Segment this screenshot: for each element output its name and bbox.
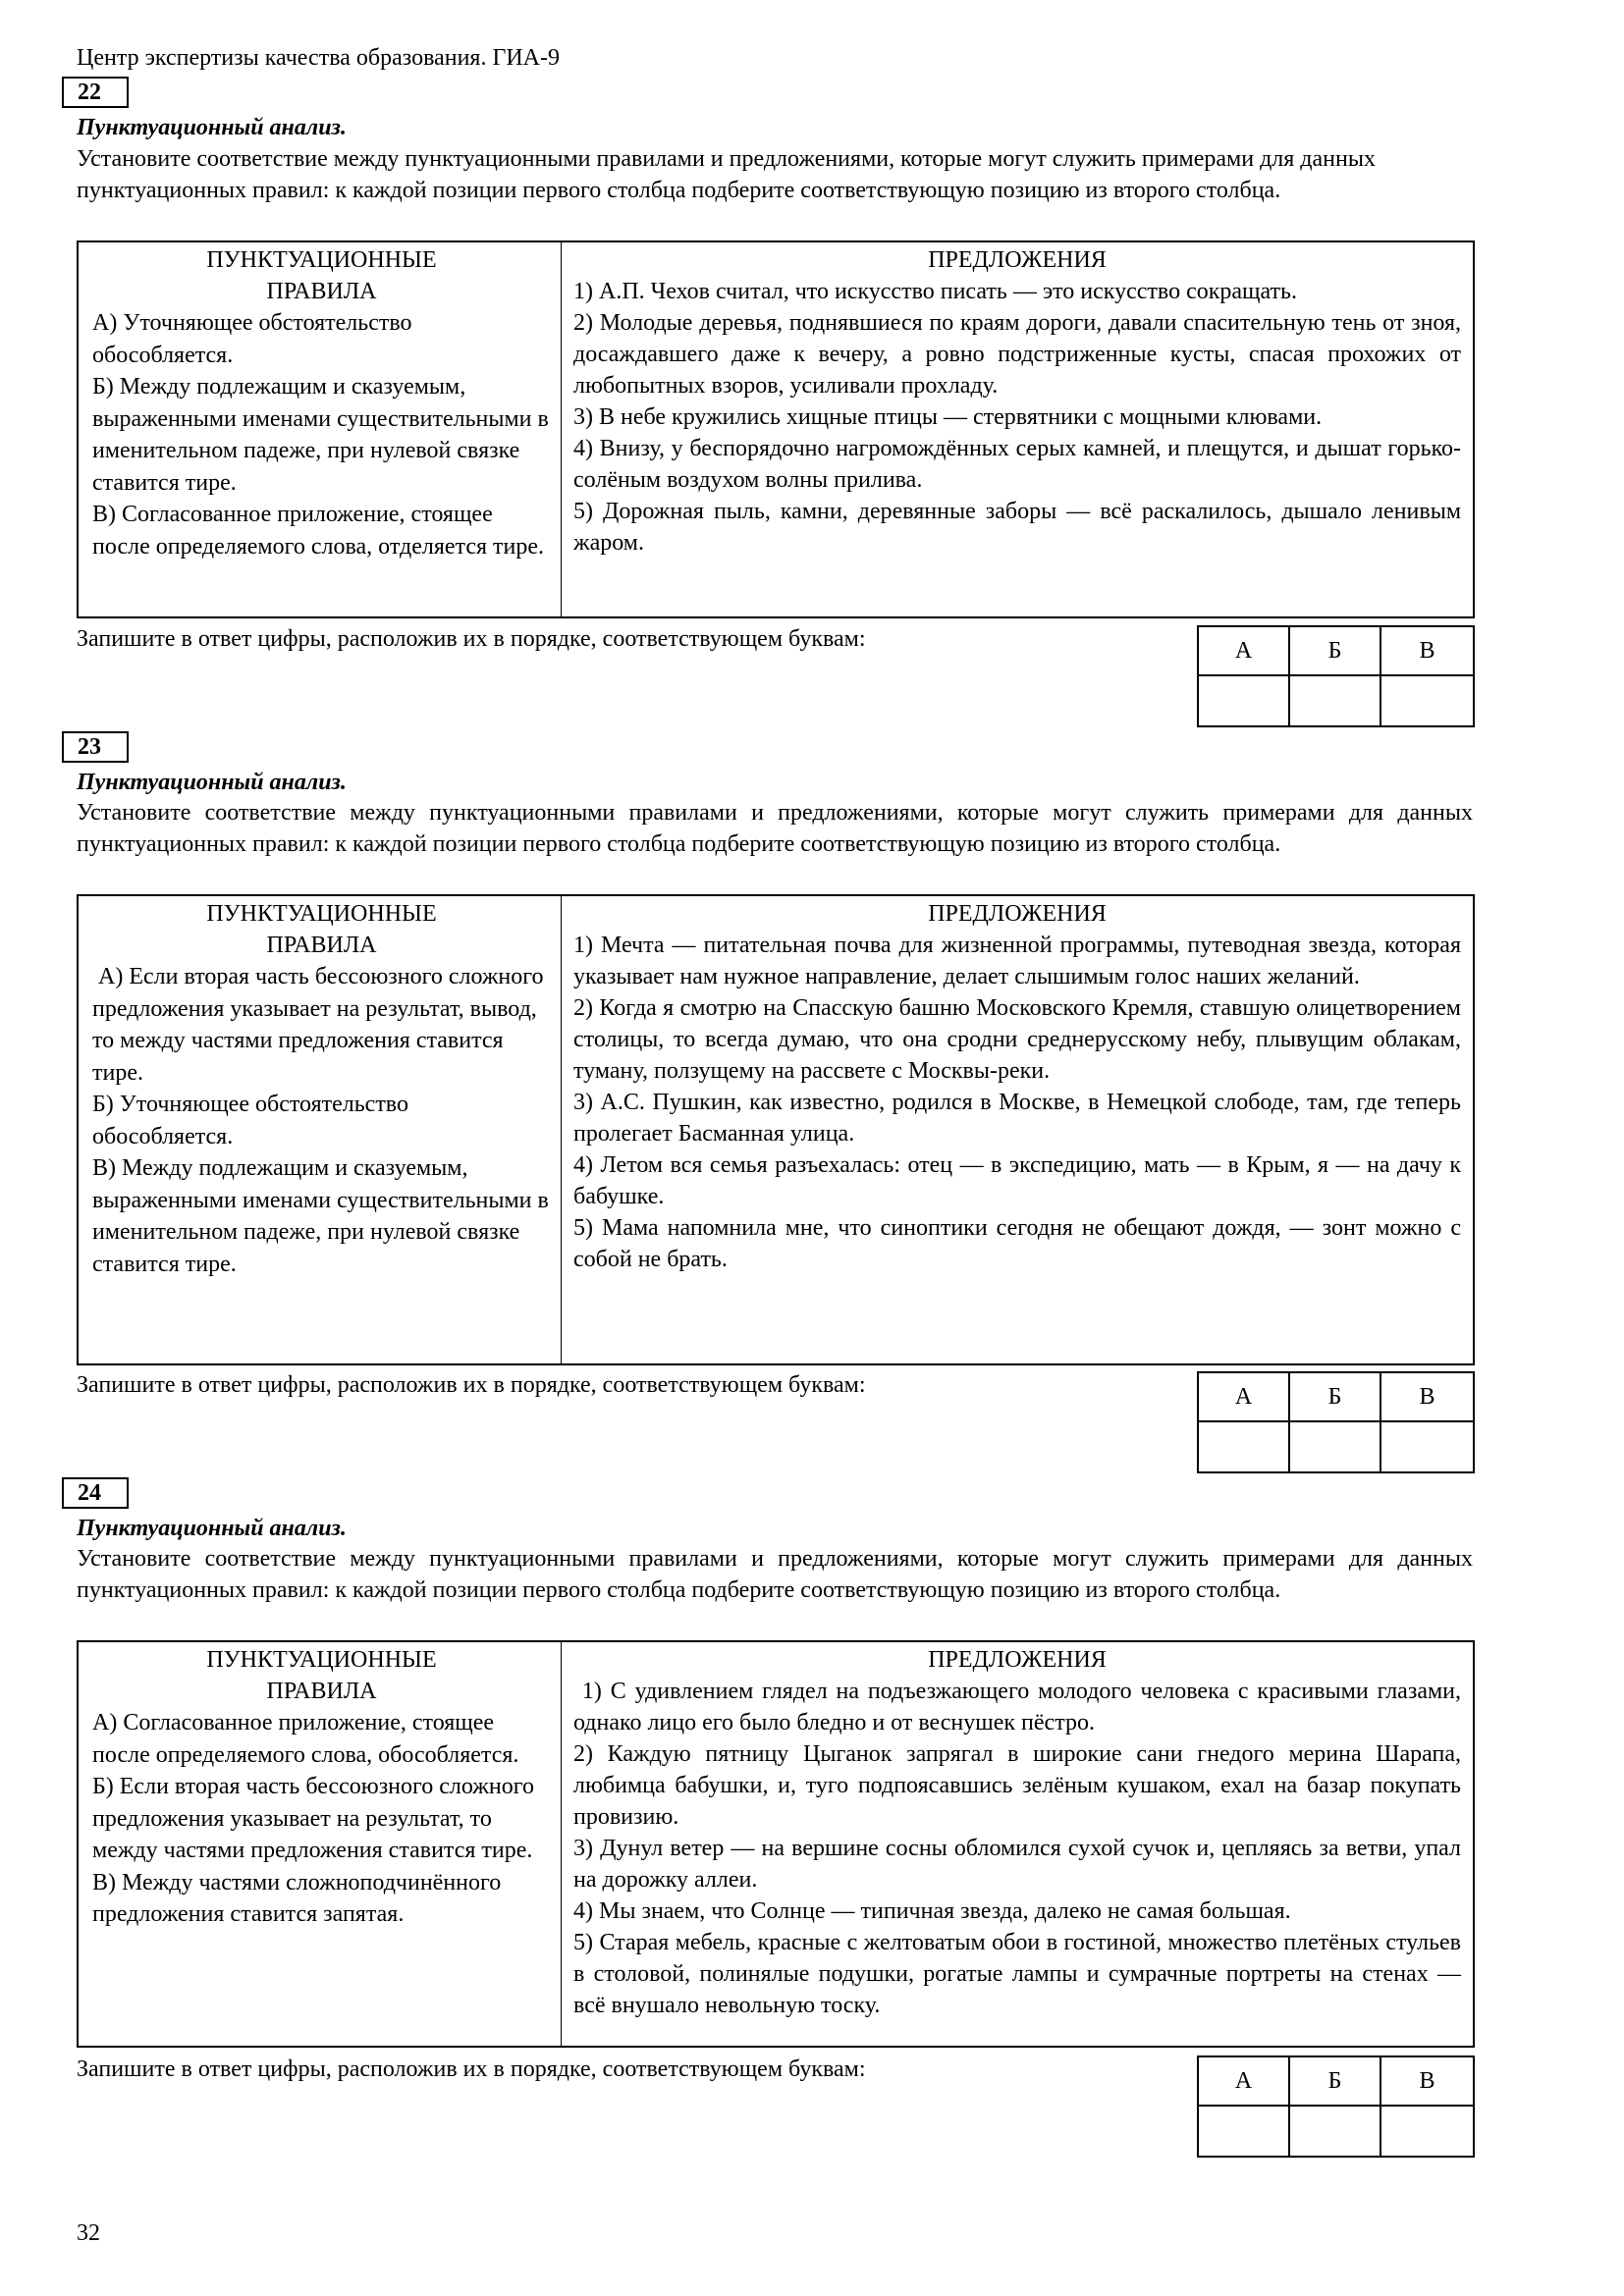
sentence-item: 2) Когда я смотрю на Спасскую башню Московского Кремля, ставшую олицетворением столицы, то всегда думаю, что она сродни среднерусскому небу, плывущим облакам, туману, ползущему на рассвете с Москвы-реки. bbox=[573, 995, 1461, 1084]
task-instructions bbox=[77, 797, 1473, 860]
sentence-item: 5) Мама напомнила мне, что синоптики сегодня не обещают дождя, — зонт можно с собой не брать. bbox=[573, 1215, 1461, 1272]
task-instructions-text: Установите соответствие между пунктуационными правилами и предложениями, которые могут служить примерами для данных пунктуационных правил: к каждой позиции первого столбца подберите соответствующую позицию из второго столбца. bbox=[77, 1546, 1473, 1603]
sentences-column bbox=[562, 896, 1473, 1363]
answer-cell-v[interactable] bbox=[1381, 676, 1473, 725]
task-title: Пунктуационный анализ. bbox=[77, 770, 347, 795]
answer-grid bbox=[1197, 2056, 1475, 2158]
task-instructions-text: Установите соответствие между пунктуационными правилами и предложениями, которые могут служить примерами для данных пунктуационных правил: к каждой позиции первого столбца подберите соответствующую позицию из второго столбца. bbox=[77, 146, 1376, 203]
rules-header-line: ПУНКТУАЦИОННЫЕ bbox=[206, 1647, 437, 1673]
page-header: Центр экспертизы качества образования. ГИА-9 bbox=[77, 45, 560, 71]
sentence-item: 4) Летом вся семья разъехалась: отец — в экспедицию, мать — в Крым, я — на дачу к бабушке. bbox=[573, 1152, 1461, 1209]
rules-header-line: ПУНКТУАЦИОННЫЕ bbox=[206, 901, 437, 927]
task-number-box: 23 bbox=[62, 731, 129, 763]
rule-item: Б) Между подлежащим и сказуемым, выраженными именами существительными в именительном падеже, при нулевой связке ставится тире. bbox=[92, 374, 549, 496]
rules-column bbox=[79, 1642, 562, 2046]
sentences-header: ПРЕДЛОЖЕНИЯ bbox=[928, 901, 1107, 927]
rules-header-line: ПРАВИЛА bbox=[266, 1679, 377, 1704]
answer-grid bbox=[1197, 625, 1475, 727]
answer-letter-a: А bbox=[1199, 1373, 1290, 1422]
rule-item: А) Согласованное приложение, стоящее после определяемого слова, обособляется. bbox=[92, 1710, 519, 1768]
sentences-header: ПРЕДЛОЖЕНИЯ bbox=[928, 1647, 1107, 1673]
rules-column bbox=[79, 896, 562, 1363]
answer-letter-v: В bbox=[1381, 1373, 1473, 1422]
matching-table bbox=[77, 240, 1475, 618]
answer-letter-v: В bbox=[1381, 2057, 1473, 2107]
rules-header bbox=[92, 1644, 551, 1707]
sentence-item: 5) Дорожная пыль, камни, деревянные заборы — всё раскалилось, дышало ленивым жаром. bbox=[573, 499, 1461, 556]
rules-header-line: ПРАВИЛА bbox=[266, 933, 377, 958]
rule-item: Б) Если вторая часть бессоюзного сложного предложения указывает на результат, то между частями предложения ставится тире. bbox=[92, 1774, 534, 1863]
task-instructions bbox=[77, 1543, 1473, 1606]
answer-letter-a: А bbox=[1199, 627, 1290, 676]
answer-cell-v[interactable] bbox=[1381, 1422, 1473, 1471]
sentence-item: 4) Мы знаем, что Солнце — типичная звезда, далеко не самая большая. bbox=[573, 1898, 1291, 1924]
sentence-item: 5) Старая мебель, красные с желтоватым обои в гостиной, множество плетёных стульев в столовой, полинялые подушки, рогатые лампы и сумрачные портреты на стенах — всё внушало невольную тоску. bbox=[573, 1930, 1461, 2018]
page-number: 32 bbox=[77, 2220, 100, 2246]
rule-item: В) Между подлежащим и сказуемым, выраженными именами существительными в именительном падеже, при нулевой связке ставится тире. bbox=[92, 1155, 549, 1277]
sentences-column bbox=[562, 1642, 1473, 2046]
rule-item: В) Между частями сложноподчинённого предложения ставится запятая. bbox=[92, 1869, 502, 1927]
sentence-item: 2) Молодые деревья, поднявшиеся по краям дороги, давали спасительную тень от зноя, досаждавшего даже к вечеру, а ровно подстриженные кусты, спасая прохожих от любопытных взоров, усиливали прохладу. bbox=[573, 310, 1461, 399]
rules-header-line: ПУНКТУАЦИОННЫЕ bbox=[206, 247, 437, 273]
sentence-item: 3) В небе кружились хищные птицы — стервятники с мощными клювами. bbox=[573, 404, 1323, 430]
answer-instruction: Запишите в ответ цифры, расположив их в порядке, соответствующем буквам: bbox=[77, 626, 866, 652]
task-number-box: 24 bbox=[62, 1477, 129, 1509]
rules-header bbox=[92, 898, 551, 961]
matching-table bbox=[77, 1640, 1475, 2048]
answer-letter-b: Б bbox=[1290, 2057, 1381, 2107]
sentence-item: 2) Каждую пятницу Цыганок запрягал в широкие сани гнедого мерина Шарапа, любимца бабушки, и, туго подпоясавшись зелёным кушаком, ехал на базар покупать провизию. bbox=[573, 1741, 1461, 1830]
sentence-item: 3) Дунул ветер — на вершине сосны обломился сухой сучок и, цепляясь за ветви, упал на дорожку аллеи. bbox=[573, 1836, 1461, 1893]
rule-item: Б) Уточняющее обстоятельство обособляется. bbox=[92, 1092, 408, 1149]
task-instructions bbox=[77, 143, 1473, 206]
answer-letter-b: Б bbox=[1290, 1373, 1381, 1422]
rules-header-line: ПРАВИЛА bbox=[266, 279, 377, 304]
answer-cell-a[interactable] bbox=[1199, 1422, 1290, 1471]
sentences-header: ПРЕДЛОЖЕНИЯ bbox=[928, 247, 1107, 273]
sentence-item: 1) Мечта — питательная почва для жизненной программы, путеводная звезда, которая указывает нам нужное направление, делает слышимым голос наших желаний. bbox=[573, 933, 1461, 989]
answer-letter-b: Б bbox=[1290, 627, 1381, 676]
answer-letter-v: В bbox=[1381, 627, 1473, 676]
answer-cell-b[interactable] bbox=[1290, 1422, 1381, 1471]
answer-instruction: Запишите в ответ цифры, расположив их в порядке, соответствующем буквам: bbox=[77, 1372, 866, 1398]
answer-letter-a: А bbox=[1199, 2057, 1290, 2107]
answer-cell-a[interactable] bbox=[1199, 676, 1290, 725]
rules-column bbox=[79, 242, 562, 616]
rule-item: А) Уточняющее обстоятельство обособляется. bbox=[92, 310, 412, 368]
sentence-item: 1) С удивлением глядел на подъезжающего молодого человека с красивыми глазами, однако лицо его было бледно и от веснушек пёстро. bbox=[573, 1679, 1467, 1735]
answer-cell-v[interactable] bbox=[1381, 2107, 1473, 2156]
matching-table bbox=[77, 894, 1475, 1365]
task-instructions-text: Установите соответствие между пунктуационными правилами и предложениями, которые могут служить примерами для данных пунктуационных правил: к каждой позиции первого столбца подберите соответствующую позицию из второго столбца. bbox=[77, 800, 1473, 857]
rule-item: А) Если вторая часть бессоюзного сложного предложения указывает на результат, вывод, то между частями предложения ставится тире. bbox=[92, 964, 550, 1086]
answer-grid bbox=[1197, 1371, 1475, 1473]
sentence-item: 3) А.С. Пушкин, как известно, родился в Москве, в Немецкой слободе, там, где теперь пролегает Басманная улица. bbox=[573, 1090, 1461, 1147]
answer-cell-a[interactable] bbox=[1199, 2107, 1290, 2156]
sentence-item: 4) Внизу, у беспорядочно нагромождённых серых камней, и плещутся, и дышат горько-солёным воздухом волны прилива. bbox=[573, 436, 1461, 493]
rules-header bbox=[92, 244, 551, 307]
answer-cell-b[interactable] bbox=[1290, 2107, 1381, 2156]
answer-cell-b[interactable] bbox=[1290, 676, 1381, 725]
answer-instruction: Запишите в ответ цифры, расположив их в порядке, соответствующем буквам: bbox=[77, 2056, 866, 2082]
task-number-box: 22 bbox=[62, 77, 129, 108]
sentence-item: 1) А.П. Чехов считал, что искусство писать — это искусство сокращать. bbox=[573, 279, 1297, 304]
task-title: Пунктуационный анализ. bbox=[77, 1516, 347, 1541]
task-title: Пунктуационный анализ. bbox=[77, 115, 347, 140]
sentences-column bbox=[562, 242, 1473, 616]
rule-item: В) Согласованное приложение, стоящее после определяемого слова, отделяется тире. bbox=[92, 502, 545, 560]
